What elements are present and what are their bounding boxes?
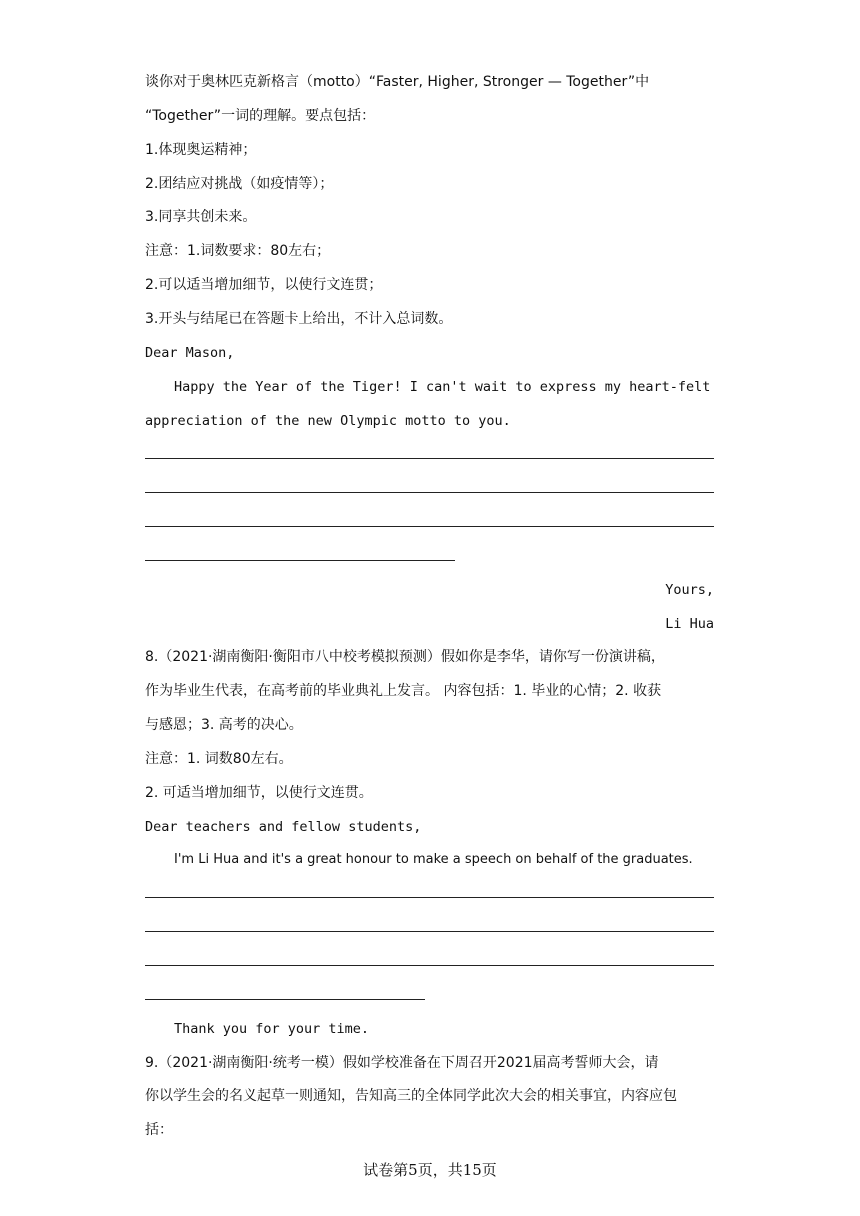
question-9-prompt: 9.（2021·湖南衡阳·统考一模）假如学校准备在下周召开2021届高考誓师大会，请 (145, 1055, 659, 1071)
answer-line (145, 560, 455, 561)
question-8-note: 2. 可适当增加细节，以使行文连贯。 (145, 785, 373, 801)
question-9-prompt: 你以学生会的名义起草一则通知，告知高三的全体同学此次大会的相关事宜，内容应包 (145, 1088, 677, 1104)
question-8-note: 注意：1. 词数80左右。 (145, 751, 293, 767)
task-point: 3.同享共创未来。 (145, 209, 257, 225)
question-8-prompt: 与感恩；3. 高考的决心。 (145, 717, 303, 733)
answer-line (145, 897, 714, 898)
task-line: 谈你对于奥林匹克新格言（motto）“Faster, Higher, Stronger — Together”中 (145, 74, 650, 90)
task-point: 2.团结应对挑战（如疫情等）； (145, 176, 334, 192)
letter-body: appreciation of the new Olympic motto to you. (145, 413, 511, 429)
answer-line (145, 526, 714, 527)
question-9-prompt: 括： (145, 1122, 173, 1138)
task-point: 1.体现奥运精神； (145, 142, 257, 158)
letter-signature: Li Hua (665, 616, 714, 632)
answer-line (145, 458, 714, 459)
answer-line (145, 492, 714, 493)
question-8-prompt: 作为毕业生代表，在高考前的毕业典礼上发言。 内容包括：1. 毕业的心情；2. 收获 (145, 683, 662, 699)
letter-body: Happy the Year of the Tiger! I can't wait to express my heart-felt (174, 379, 711, 395)
answer-line (145, 999, 425, 1000)
letter-greeting: Dear Mason, (145, 345, 235, 361)
speech-greeting: Dear teachers and fellow students, (145, 819, 422, 835)
speech-opening: I'm Li Hua and it's a great honour to make a speech on behalf of the graduates. (174, 852, 693, 867)
answer-line (145, 965, 714, 966)
letter-closing: Yours, (665, 582, 714, 598)
speech-closing: Thank you for your time. (174, 1021, 370, 1037)
question-8-prompt: 8.（2021·湖南衡阳·衡阳市八中校考模拟预测）假如你是李华，请你写一份演讲稿， (145, 649, 665, 665)
task-note: 2.可以适当增加细节，以使行文连贯； (145, 277, 383, 293)
answer-line (145, 931, 714, 932)
task-line: “Together”一词的理解。要点包括： (145, 108, 376, 124)
task-note: 注意：1.词数要求：80左右； (145, 243, 331, 259)
task-note: 3.开头与结尾已在答题卡上给出，不计入总词数。 (145, 311, 453, 327)
page-footer: 试卷第5页，共15页 (363, 1161, 497, 1179)
